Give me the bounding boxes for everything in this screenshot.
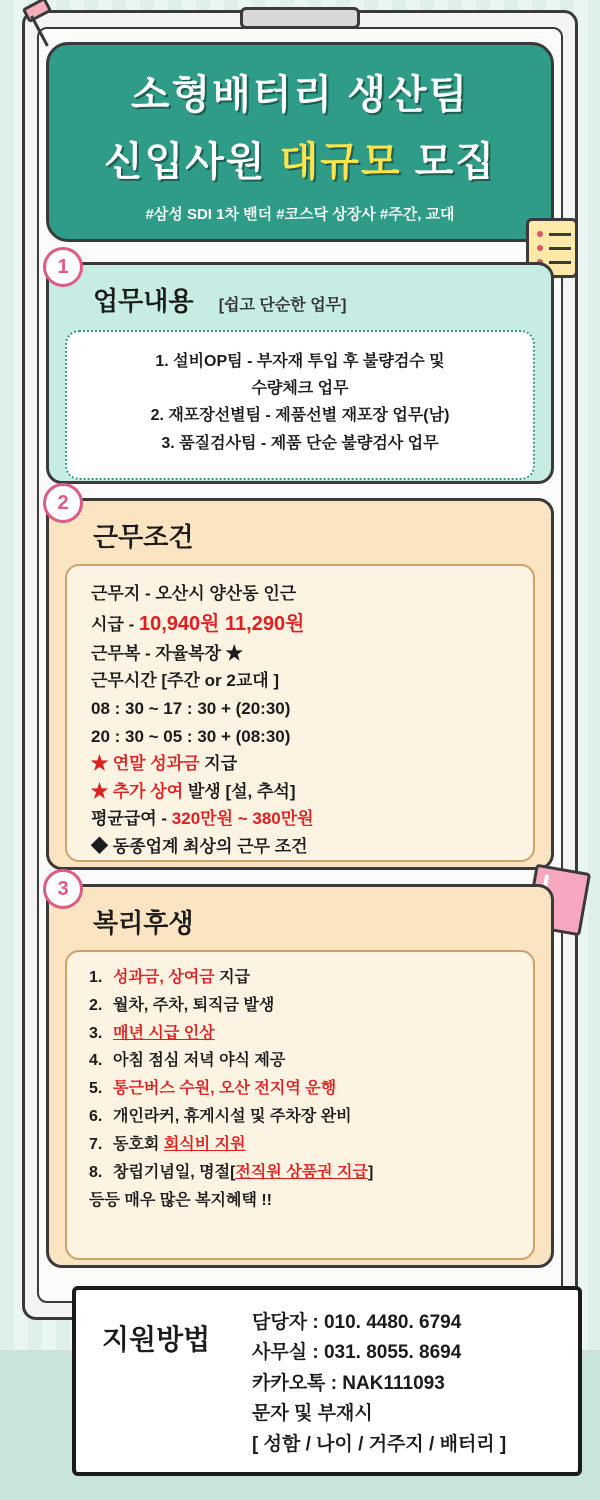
page-title: 소형배터리 생산팀 xyxy=(130,73,470,117)
title-highlight: 대규모 xyxy=(279,140,402,184)
section-benefits xyxy=(46,877,554,1268)
title-line2-a: 신입사원 xyxy=(103,140,280,184)
condition-line: ★ 연말 성과금 지급 xyxy=(91,754,238,774)
contact-line: [ 성함 / 나이 / 거주지 / 배터리 ] xyxy=(252,1433,507,1455)
board-hanger xyxy=(240,7,360,29)
condition-line: 시급 - 10,940원 11,290원 xyxy=(91,612,305,635)
hashtag-line: #삼성 SDI 1차 밴더 #코스닥 상장사 #주간, 교대 xyxy=(145,206,455,223)
condition-line: 20 : 30 ~ 05 : 30 + (08:30) xyxy=(91,726,291,746)
title-line2-b: 모집 xyxy=(401,140,496,184)
section-number-3: 3 xyxy=(43,869,83,909)
condition-line: 08 : 30 ~ 17 : 30 + (20:30) xyxy=(91,698,291,718)
section-number-2: 2 xyxy=(43,483,83,523)
condition-line: 근무복 - 자율복장 ★ xyxy=(91,643,243,663)
condition-line: 평균급여 - 320만원 ~ 380만원 xyxy=(91,809,314,829)
contact-line[interactable]: 카카오톡 : NAK111093 xyxy=(252,1372,445,1394)
work-line: 2. 재포장선별팀 - 제품선별 재포장 업무(남) xyxy=(150,407,450,425)
section-2-title: 근무조건 xyxy=(93,522,194,552)
section-2-card xyxy=(65,564,535,862)
condition-line: ◆ 동종업계 최상의 근무 조건 xyxy=(91,836,308,856)
section-work-conditions xyxy=(46,491,554,870)
list-item: 3. 매년 시급 인상 xyxy=(89,1024,215,1042)
list-item: 6. 개인라커, 휴게시설 및 주차장 완비 xyxy=(89,1108,352,1126)
section-1-card xyxy=(65,330,535,480)
poster-title-box xyxy=(46,42,554,242)
contact-line[interactable]: 담당자 : 010. 4480. 6794 xyxy=(252,1312,462,1333)
work-line: 1. 설비OP팀 - 부자재 투입 후 불량검수 및 xyxy=(155,353,445,370)
benefits-footer: 등등 매우 많은 복지혜택 !! xyxy=(89,1191,272,1209)
list-item: 2. 월차, 주차, 퇴직금 발생 xyxy=(89,996,275,1014)
condition-line: ★ 추가 상여 발생 [설, 추석] xyxy=(91,781,296,801)
section-work-description xyxy=(46,255,554,484)
work-line: 수량체크 업무 xyxy=(251,380,349,398)
section-number-1: 1 xyxy=(43,247,83,287)
contact-line: 문자 및 부재시 xyxy=(252,1403,373,1425)
apply-box xyxy=(72,1286,582,1476)
section-1-title: 업무내용 xyxy=(93,286,194,316)
list-item: 8. 창립기념일, 명절[전직원 상품권 지급] xyxy=(89,1163,374,1181)
section-3-title: 복리후생 xyxy=(93,908,194,938)
condition-line: 근무시간 [주간 or 2교대 ] xyxy=(91,671,280,691)
apply-title: 지원방법 xyxy=(102,1324,211,1355)
section-1-heading xyxy=(49,265,551,318)
section-3-heading xyxy=(49,887,551,940)
list-item: 1. 성과금, 상여금 지급 xyxy=(89,969,250,986)
section-2-heading xyxy=(49,501,551,554)
contact-line[interactable]: 사무실 : 031. 8055. 8694 xyxy=(252,1342,462,1364)
list-item: 4. 아침 점심 저녁 야식 제공 xyxy=(89,1052,286,1070)
page-subtitle xyxy=(49,130,551,187)
list-item: 5. 통근버스 수원, 오산 전지역 운행 xyxy=(89,1080,337,1098)
work-line: 3. 품질검사팀 - 제품 단순 불량검사 업무 xyxy=(161,434,439,452)
section-3-card xyxy=(65,950,535,1260)
section-1-subtitle: [쉽고 단순한 업무] xyxy=(218,297,347,314)
benefits-list xyxy=(89,964,533,1187)
list-item: 7. 동호회 회식비 지원 xyxy=(89,1135,246,1153)
apply-contact-lines xyxy=(252,1308,578,1460)
condition-line: 근무지 - 오산시 양산동 인근 xyxy=(91,584,297,603)
